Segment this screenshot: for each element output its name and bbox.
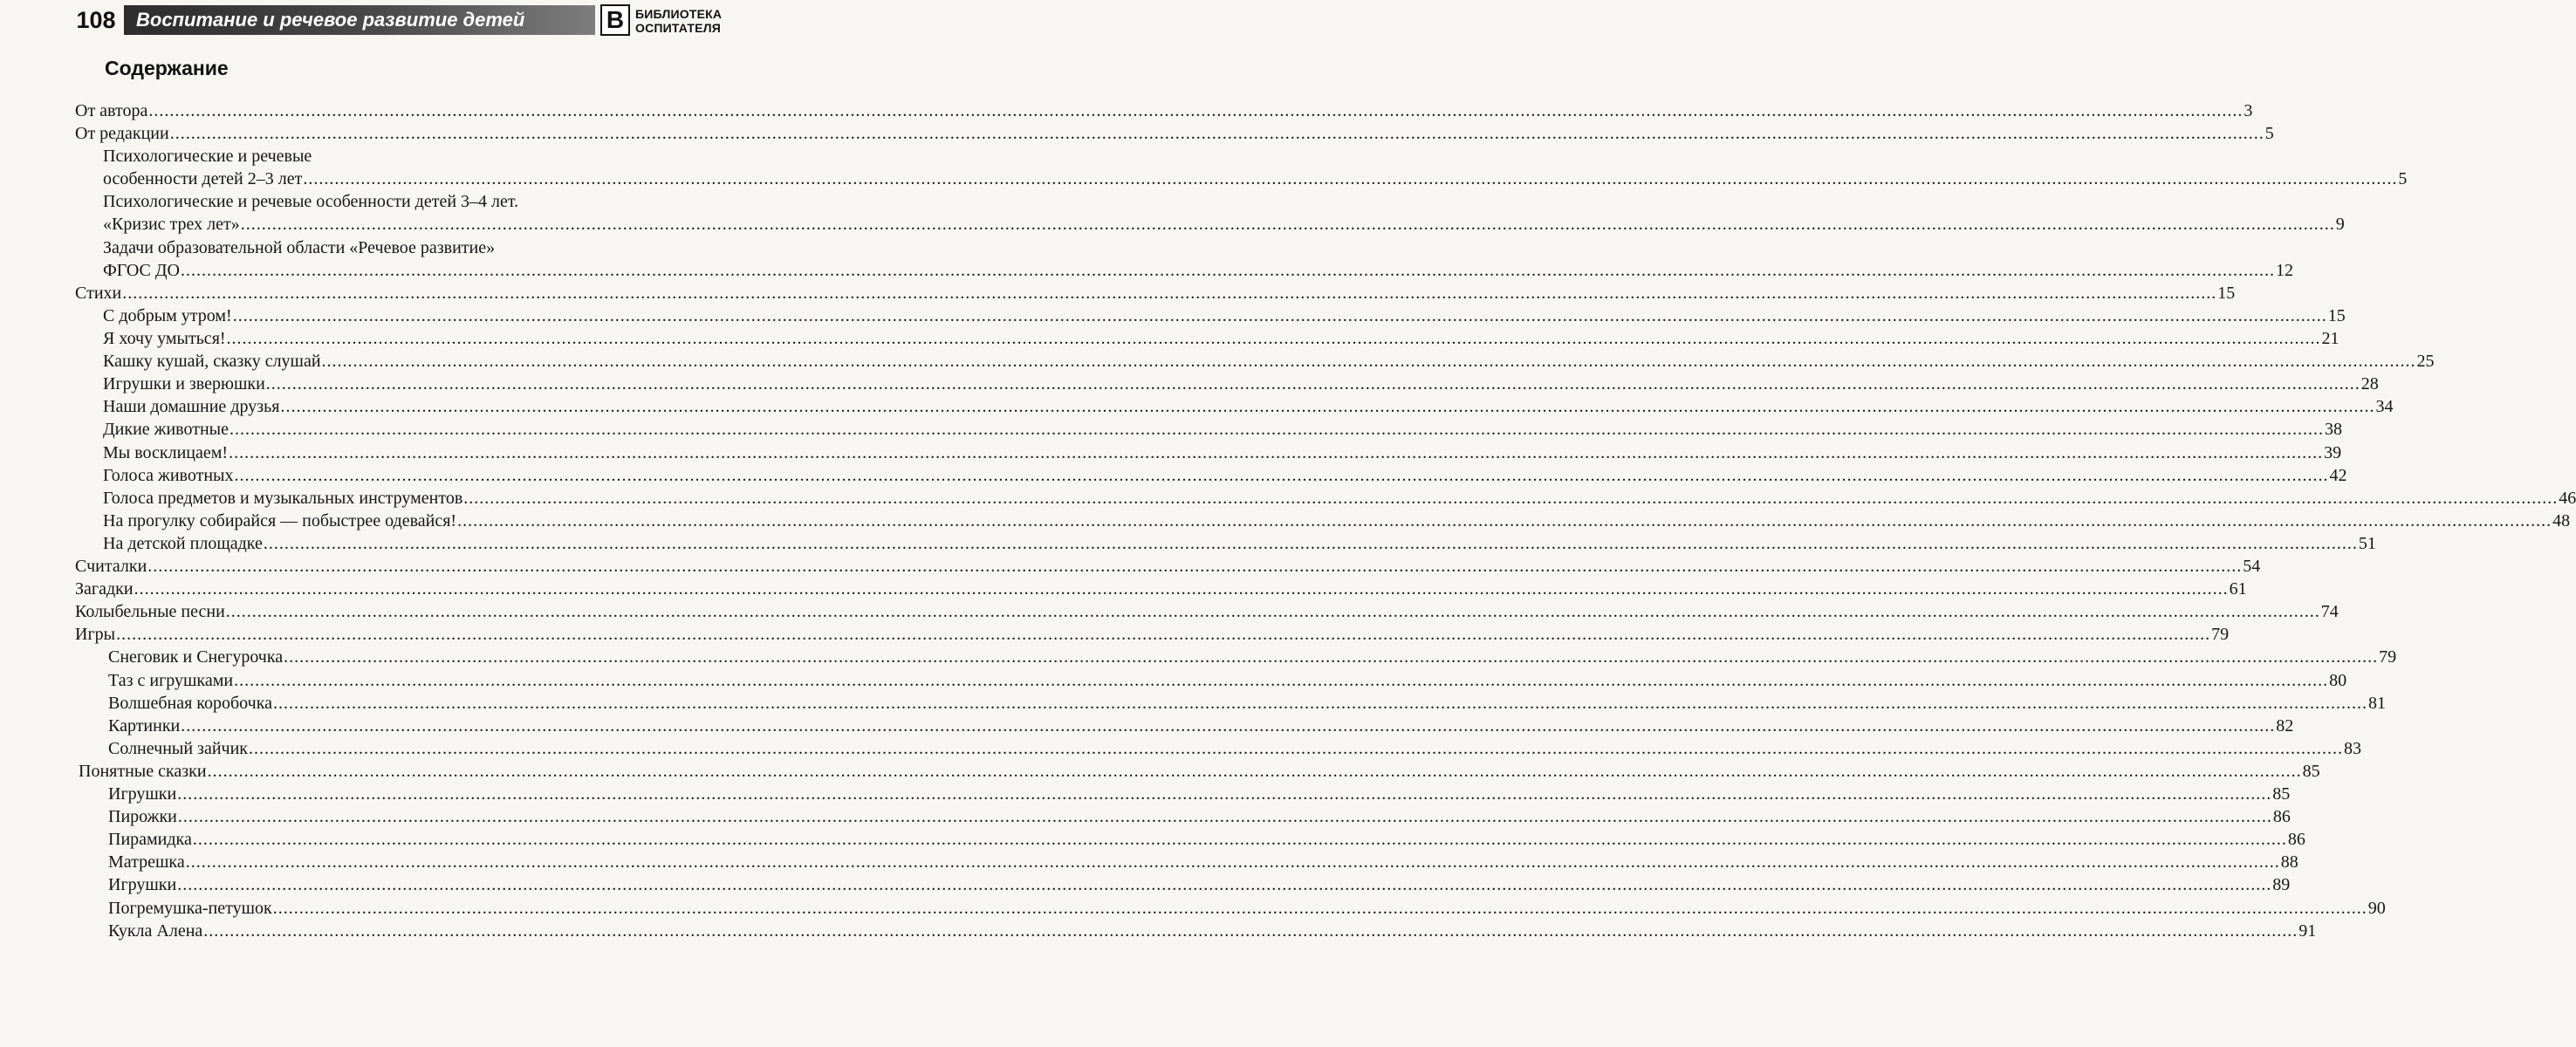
toc-entry — [103, 510, 2571, 532]
dot-leader: ................................................................................................................................................................................................................................................................................................................................................................................................................ — [234, 466, 2329, 485]
dot-leader: ................................................................................................................................................................................................................................................................................................................................................................................................................ — [180, 261, 2275, 280]
dot-leader: ................................................................................................................................................................................................................................................................................................................................................................................................................ — [249, 739, 2343, 758]
toc-entry — [108, 646, 2397, 668]
toc-entry-title-line: Психологические и речевые особенности детей 3–4 лет. — [103, 192, 519, 211]
toc-entry-title: Игрушки и зверюшки — [103, 374, 265, 393]
toc-entry — [75, 623, 2230, 646]
dot-leader: ................................................................................................................................................................................................................................................................................................................................................................................................................ — [272, 899, 2367, 918]
toc-entry-page: 46 — [2559, 489, 2576, 508]
toc-entry-page: 88 — [2280, 852, 2299, 872]
toc-entry-title: Пирамидка — [108, 830, 192, 849]
page-number: 108 — [76, 7, 116, 33]
dot-leader: ................................................................................................................................................................................................................................................................................................................................................................................................................ — [463, 489, 2559, 508]
toc-entry-page: 81 — [2368, 694, 2386, 713]
dot-leader: ................................................................................................................................................................................................................................................................................................................................................................................................................ — [273, 694, 2367, 713]
toc-entry-page: 38 — [2324, 420, 2342, 439]
toc-entry-page: 51 — [2358, 534, 2376, 553]
dot-leader: ................................................................................................................................................................................................................................................................................................................................................................................................................ — [134, 579, 2229, 599]
dot-leader: ................................................................................................................................................................................................................................................................................................................................................................................................................ — [321, 352, 2416, 371]
toc-entry — [103, 395, 2394, 418]
toc-entry-page: 28 — [2360, 374, 2379, 393]
dot-leader: ................................................................................................................................................................................................................................................................................................................................................................................................................ — [207, 762, 2302, 781]
toc-entry-title: Понятные сказки — [79, 762, 207, 781]
toc-entry-page: 48 — [2552, 511, 2571, 530]
toc-entry-title: На детской площадке — [103, 534, 263, 553]
toc-entry-page: 82 — [2276, 716, 2294, 736]
toc-entry-title: особенности детей 2–3 лет — [103, 169, 303, 188]
toc-entry — [75, 578, 2247, 600]
dot-leader: ................................................................................................................................................................................................................................................................................................................................................................................................................ — [303, 169, 2398, 188]
toc-entry — [103, 441, 2342, 464]
toc-entry-page: 15 — [2327, 306, 2346, 325]
dot-leader: ................................................................................................................................................................................................................................................................................................................................................................................................................ — [148, 101, 2244, 120]
dot-leader: ................................................................................................................................................................................................................................................................................................................................................................................................................ — [284, 647, 2379, 667]
dot-leader: ................................................................................................................................................................................................................................................................................................................................................................................................................ — [169, 124, 2264, 143]
toc-entry-page: 12 — [2275, 261, 2293, 280]
toc-title: Содержание — [105, 57, 229, 79]
toc-entry-title: Игрушки — [108, 784, 177, 804]
toc-entry — [103, 487, 2576, 510]
dot-leader: ................................................................................................................................................................................................................................................................................................................................................................................................................ — [229, 420, 2324, 439]
dot-leader: ................................................................................................................................................................................................................................................................................................................................................................................................................ — [122, 284, 2217, 303]
toc-entry-title: Считалки — [75, 557, 147, 576]
dot-leader: ................................................................................................................................................................................................................................................................................................................................................................................................................ — [177, 875, 2272, 894]
toc-entry-title: Волшебная коробочка — [108, 694, 272, 713]
toc-entry-title: Кукла Алена — [108, 921, 203, 941]
toc-entry — [103, 327, 2340, 350]
toc-entry — [79, 760, 2320, 783]
toc-entry-title: От автора — [75, 101, 148, 120]
toc-entry — [75, 99, 2253, 122]
toc-entry-title: Игрушки — [108, 875, 177, 894]
toc-entry — [108, 692, 2386, 715]
dot-leader: ................................................................................................................................................................................................................................................................................................................................................................................................................ — [192, 830, 2287, 849]
toc-entry — [108, 873, 2291, 896]
dot-leader: ................................................................................................................................................................................................................................................................................................................................................................................................................ — [147, 557, 2243, 576]
toc-entry-page: 42 — [2329, 466, 2347, 485]
toc-entry — [108, 669, 2347, 692]
toc-entry-page: 79 — [2211, 625, 2230, 644]
toc-entry-page: 61 — [2229, 579, 2247, 599]
toc-entry-page: 85 — [2272, 784, 2291, 804]
toc-entry-page: 90 — [2367, 899, 2386, 918]
toc-entry-title-line: Задачи образовательной области «Речевое развитие» — [103, 238, 496, 257]
toc-entry-page: 74 — [2320, 602, 2339, 621]
toc-entry — [103, 464, 2347, 487]
toc-entry-page: 9 — [2335, 215, 2345, 234]
toc-entry — [108, 920, 2317, 942]
series-name-line1: БИБЛИОТЕКА — [635, 7, 723, 21]
toc-entry-title: Голоса животных — [103, 466, 234, 485]
toc-entry-title: Голоса предметов и музыкальных инструментов — [103, 489, 463, 508]
dot-leader: ................................................................................................................................................................................................................................................................................................................................................................................................................ — [234, 671, 2329, 690]
dot-leader: ................................................................................................................................................................................................................................................................................................................................................................................................................ — [116, 625, 2211, 644]
toc-entry — [103, 418, 2342, 441]
toc-entry — [108, 715, 2294, 737]
toc-entry-title: Наши домашние друзья — [103, 397, 280, 416]
toc-entry — [103, 532, 2376, 555]
toc-entry — [75, 122, 2274, 145]
toc-entry-title: Снеговик и Снегурочка — [108, 647, 284, 667]
toc-entry — [103, 168, 2408, 190]
toc-entry-page: 83 — [2344, 739, 2361, 758]
toc-entry-title: Игры — [75, 625, 116, 644]
toc-entry — [108, 851, 2299, 873]
toc-entry-title: Картинки — [108, 716, 181, 736]
logo-letter: В — [606, 6, 625, 33]
dot-leader: ................................................................................................................................................................................................................................................................................................................................................................................................................ — [181, 716, 2276, 736]
toc-entry-page: 89 — [2272, 875, 2291, 894]
toc-entry-title: Дикие животные — [103, 420, 229, 439]
dot-leader: ................................................................................................................................................................................................................................................................................................................................................................................................................ — [457, 511, 2552, 530]
dot-leader: ................................................................................................................................................................................................................................................................................................................................................................................................................ — [280, 397, 2375, 416]
toc-entry-page: 80 — [2329, 671, 2347, 690]
toc-entry-page: 79 — [2379, 647, 2397, 667]
toc-entry-title: Пирожки — [108, 807, 177, 826]
toc-entry-title: Мы восклицаем! — [103, 443, 229, 462]
book-title: Воспитание и речевое развитие детей — [136, 9, 525, 31]
toc-entry — [108, 783, 2291, 805]
toc-entry — [75, 555, 2261, 578]
toc-entry-page: 85 — [2302, 762, 2320, 781]
dot-leader: ................................................................................................................................................................................................................................................................................................................................................................................................................ — [225, 602, 2320, 621]
toc-entry — [108, 897, 2386, 920]
toc-entry-title: «Кризис трех лет» — [103, 215, 240, 234]
dot-leader: ................................................................................................................................................................................................................................................................................................................................................................................................................ — [263, 534, 2358, 553]
toc-entry-page: 39 — [2324, 443, 2342, 462]
dot-leader: ................................................................................................................................................................................................................................................................................................................................................................................................................ — [232, 306, 2327, 325]
toc-entry-title: Погремушка-петушок — [108, 899, 272, 918]
toc-entry-title: На прогулку собирайся — побыстрее одевайся! — [103, 511, 457, 530]
toc-entry — [75, 282, 2236, 305]
toc-entry-title: С добрым утром! — [103, 306, 232, 325]
toc-entry — [108, 737, 2361, 760]
dot-leader: ................................................................................................................................................................................................................................................................................................................................................................................................................ — [203, 921, 2299, 941]
toc-entry-title: Загадки — [75, 579, 134, 599]
dot-leader: ................................................................................................................................................................................................................................................................................................................................................................................................................ — [177, 784, 2272, 804]
toc-entry-title-line: Психологические и речевые — [103, 147, 312, 166]
toc-entry-page: 15 — [2217, 284, 2236, 303]
toc-entry-title: Колыбельные песни — [75, 602, 225, 621]
toc-entry — [103, 350, 2435, 373]
toc-entry-title: Стихи — [75, 284, 122, 303]
toc-entry-title: ФГОС ДО — [103, 261, 180, 280]
series-name-line2: ОСПИТАТЕЛЯ — [635, 21, 721, 35]
toc-entry — [103, 305, 2346, 327]
toc-entry-page: 3 — [2244, 101, 2253, 120]
toc-entry-page: 86 — [2287, 830, 2305, 849]
toc-entry-page: 21 — [2321, 329, 2340, 348]
toc-entry-title: Я хочу умыться! — [103, 329, 226, 348]
toc-entry — [103, 373, 2379, 395]
toc-entry — [103, 259, 2293, 282]
toc-entry — [103, 213, 2345, 236]
dot-leader: ................................................................................................................................................................................................................................................................................................................................................................................................................ — [229, 443, 2324, 462]
dot-leader: ................................................................................................................................................................................................................................................................................................................................................................................................................ — [265, 374, 2360, 393]
toc-entry — [75, 600, 2339, 623]
dot-leader: ................................................................................................................................................................................................................................................................................................................................................................................................................ — [240, 215, 2335, 234]
dot-leader: ................................................................................................................................................................................................................................................................................................................................................................................................................ — [185, 852, 2280, 872]
dot-leader: ................................................................................................................................................................................................................................................................................................................................................................................................................ — [177, 807, 2272, 826]
toc-entry-page: 34 — [2375, 397, 2394, 416]
toc-entry-title: Солнечный зайчик — [108, 739, 248, 758]
toc-entry — [108, 805, 2291, 828]
toc-entry-page: 86 — [2272, 807, 2291, 826]
toc-entry-title: Кашку кушай, сказку слушай — [103, 352, 321, 371]
toc-entry-page: 5 — [2398, 169, 2408, 188]
dot-leader: ................................................................................................................................................................................................................................................................................................................................................................................................................ — [226, 329, 2321, 348]
toc-entry-title: Матрешка — [108, 852, 185, 872]
toc-entry-page: 5 — [2264, 124, 2274, 143]
toc-entry-page: 91 — [2299, 921, 2317, 941]
toc-entry — [108, 828, 2305, 851]
toc-entry-title: От редакции — [75, 124, 169, 143]
toc-entry-title: Таз с игрушками — [108, 671, 234, 690]
toc-entry-page: 25 — [2416, 352, 2435, 371]
toc-entry-page: 54 — [2243, 557, 2261, 576]
